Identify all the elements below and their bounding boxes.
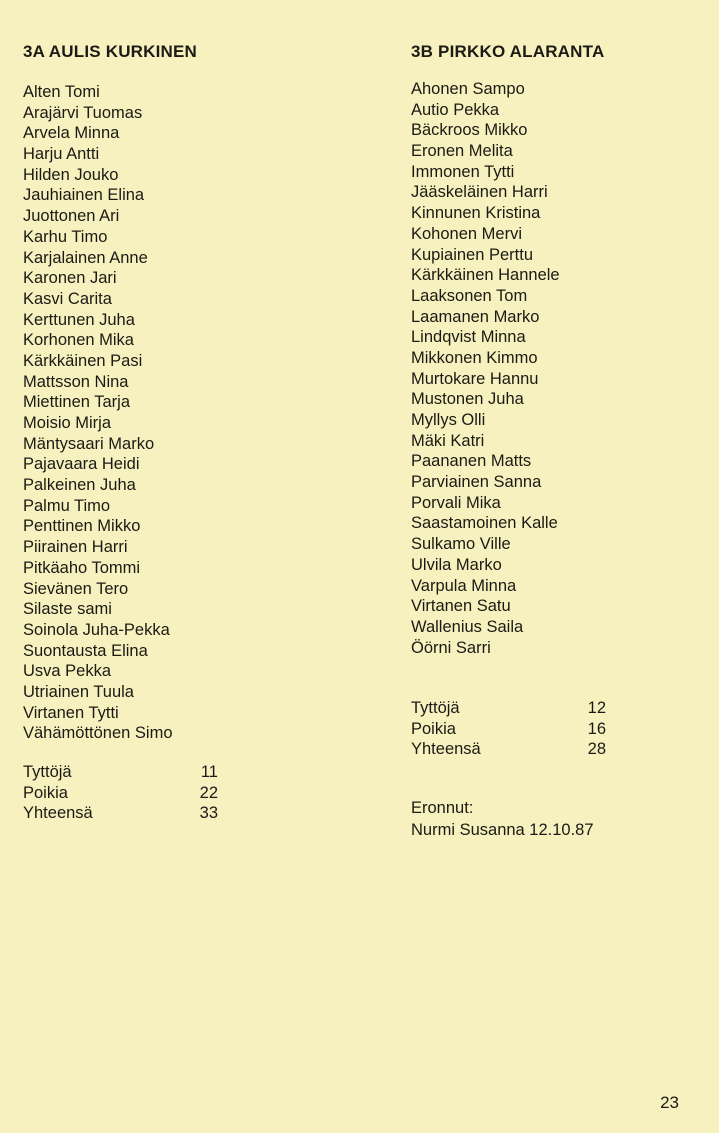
- totals-label: Poikia: [23, 783, 68, 802]
- student-name: Parviainen Sanna: [411, 473, 542, 492]
- student-name: Jauhiainen Elina: [23, 186, 145, 205]
- student-name: Suontausta Elina: [23, 641, 148, 660]
- student-name: Korhonen Mika: [23, 331, 134, 350]
- student-name: Juottonen Ari: [23, 207, 120, 226]
- student-name: Ulvila Marko: [411, 555, 502, 574]
- student-name: Miettinen Tarja: [23, 393, 131, 412]
- withdrawn-label: Eronnut:: [411, 799, 474, 817]
- student-name: Karhu Timo: [23, 227, 108, 246]
- totals-label: Yhteensä: [23, 804, 93, 823]
- withdrawn-section: [411, 797, 594, 841]
- class-3a-student-list: [23, 82, 173, 744]
- student-name: Palkeinen Juha: [23, 476, 136, 495]
- student-name: Mattsson Nina: [23, 372, 129, 391]
- student-name: Pajavaara Heidi: [23, 455, 140, 474]
- totals-row: [23, 783, 218, 804]
- student-name: Ahonen Sampo: [411, 80, 525, 98]
- student-name: Autio Pekka: [411, 100, 500, 119]
- totals-row: [411, 719, 606, 740]
- student-name: Alten Tomi: [23, 83, 100, 101]
- student-name: Varpula Minna: [411, 576, 517, 595]
- student-name: Karjalainen Anne: [23, 248, 148, 267]
- student-name: Paananen Matts: [411, 452, 532, 471]
- class-3b-student-list: [411, 79, 560, 658]
- student-name: Kinnunen Kristina: [411, 204, 541, 223]
- student-name: Arvela Minna: [23, 124, 120, 143]
- student-name: Karonen Jari: [23, 269, 117, 288]
- student-name: Piirainen Harri: [23, 538, 128, 557]
- student-name: Sievänen Tero: [23, 579, 129, 598]
- student-name: Pitkäaho Tommi: [23, 558, 141, 577]
- student-name: Porvali Mika: [411, 493, 501, 512]
- student-name: Mäki Katri: [411, 431, 485, 450]
- student-name: Arajärvi Tuomas: [23, 103, 143, 122]
- student-name: Laaksonen Tom: [411, 286, 528, 305]
- student-name: Kärkkäinen Pasi: [23, 351, 143, 370]
- page-number: 23: [660, 1093, 679, 1112]
- student-name: Saastamoinen Kalle: [411, 514, 558, 533]
- student-name: Murtokare Hannu: [411, 369, 539, 388]
- totals-label: Tyttöjä: [23, 763, 72, 781]
- student-name: Palmu Timo: [23, 496, 111, 515]
- student-name: Kupiainen Perttu: [411, 245, 534, 264]
- withdrawn-entry: Nurmi Susanna 12.10.87: [411, 821, 594, 839]
- totals-value: 11: [200, 763, 218, 781]
- class-3a-heading: 3A AULIS KURKINEN: [23, 42, 198, 61]
- totals-value: 33: [199, 804, 218, 823]
- student-name: Bäckroos Mikko: [411, 121, 528, 140]
- student-name: Lindqvist Minna: [411, 328, 526, 347]
- totals-row: [23, 803, 218, 824]
- student-name: Virtanen Tytti: [23, 703, 119, 722]
- student-name: Immonen Tytti: [411, 162, 515, 181]
- totals-value: 22: [199, 783, 218, 802]
- student-name: Wallenius Saila: [411, 617, 524, 636]
- student-name: Jääskeläinen Harri: [411, 183, 548, 202]
- class-3b-heading: 3B PIRKKO ALARANTA: [411, 42, 605, 61]
- totals-label: Yhteensä: [411, 740, 481, 759]
- student-name: Utriainen Tuula: [23, 682, 134, 701]
- student-name: Mustonen Juha: [411, 390, 524, 409]
- totals-label: Poikia: [411, 719, 456, 738]
- student-name: Virtanen Satu: [411, 597, 511, 616]
- totals-label: Tyttöjä: [411, 699, 460, 717]
- student-name: Kasvi Carita: [23, 289, 112, 308]
- student-name: Hilden Jouko: [23, 165, 119, 184]
- totals-row: [23, 762, 218, 783]
- student-name: Vähämöttönen Simo: [23, 724, 173, 743]
- student-name: Sulkamo Ville: [411, 535, 511, 554]
- student-name: Moisio Mirja: [23, 414, 112, 432]
- student-name: Kohonen Mervi: [411, 224, 522, 243]
- student-name: Kärkkäinen Hannele: [411, 266, 560, 285]
- student-name: Eronen Melita: [411, 142, 513, 161]
- class-3b-totals: [411, 698, 606, 760]
- student-name: Myllys Olli: [411, 411, 486, 429]
- totals-row: [411, 739, 606, 760]
- student-name: Kerttunen Juha: [23, 310, 135, 329]
- totals-row: [411, 698, 606, 719]
- student-name: Soinola Juha-Pekka: [23, 620, 170, 639]
- student-name: Öörni Sarri: [411, 638, 491, 657]
- student-name: Mikkonen Kimmo: [411, 348, 538, 367]
- student-name: Mäntysaari Marko: [23, 434, 155, 453]
- totals-value: 28: [587, 740, 606, 759]
- student-name: Silaste sami: [23, 600, 112, 619]
- class-3a-totals: [23, 762, 218, 824]
- totals-value: 16: [587, 719, 606, 738]
- student-name: Laamanen Marko: [411, 307, 540, 326]
- totals-value: 12: [587, 699, 606, 717]
- student-name: Usva Pekka: [23, 662, 112, 681]
- student-name: Harju Antti: [23, 145, 100, 164]
- student-name: Penttinen Mikko: [23, 517, 141, 536]
